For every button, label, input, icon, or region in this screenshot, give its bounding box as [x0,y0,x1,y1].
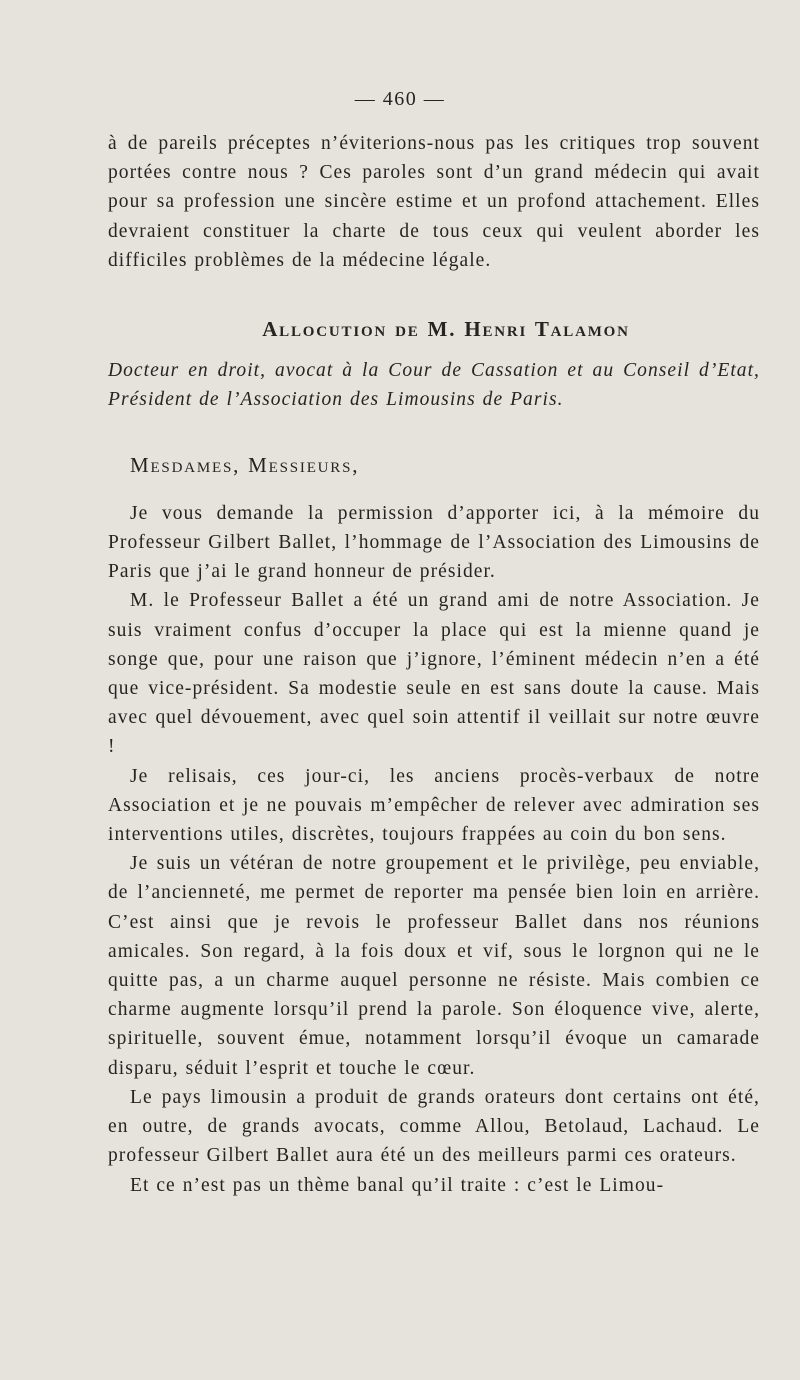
page-text [108,129,760,1200]
body-paragraph: Je vous demande la permission d’apporter ici, à la mémoire du Professeur Gilbert Ballet, l’hommage de l’Association des Limousins de Paris que j’ai le grand honneur de présider. [108,502,760,583]
salutation: Mesdames, Messieurs, [130,452,360,477]
body-paragraph: Le pays limousin a produit de grands orateurs dont certains ont été, en outre, de grands avocats, comme Allou, Betolaud, Lachaud. Le professeur Gilbert Ballet aura été un des meilleurs parmi ces orateurs. [108,1086,760,1167]
body-paragraph: Je suis un vétéran de notre groupement et le privilège, peu enviable, de l’ancienneté, me permet de reporter ma pensée bien loin en arrière. C’est ainsi que je revois le professeur Ballet dans nos réunions amicales. Son regard, à la fois doux et vif, sous le lorgnon qui ne le quitte pas, a un charme auquel personne ne résiste. Mais combien ce charme augmente lorsqu’il prend la parole. Son éloquence vive, alerte, spirituelle, souvent émue, notamment lorsqu’il évoque un camarade disparu, séduit l’esprit et touche le cœur. [108,853,760,1079]
page-number: — 460 — [354,88,446,110]
body-paragraph: M. le Professeur Ballet a été un grand ami de notre Association. Je suis vraiment confus d’occuper la place qui est la mienne quand je songe que, pour une raison que j’ignore, l’éminent médecin n’en a été que vice-président. Sa modestie seule en est sans doute la cause. Mais avec quel dévouement, avec quel soin attentif il veillait sur notre œuvre ! [108,590,760,758]
body-paragraph: Et ce n’est pas un thème banal qu’il traite : c’est le Limou- [130,1174,665,1196]
speaker-title: Docteur en droit, avocat à la Cour de Cassation et au Conseil d’Etat, Président de l’Association des Limousins de Paris. [108,360,760,411]
section-heading: Allocution de M. Henri Talamon [262,317,630,342]
opening-paragraph: à de pareils préceptes n’éviterions-nous pas les critiques trop souvent portées contre nous ? Ces paroles sont d’un grand médecin qui avait pour sa profession une sincère estime et un profond attachement. Elles devraient constituer la charte de tous ceux qui veulent aborder les difficiles problèmes de la médecine légale. [108,133,760,271]
body-paragraph: Je relisais, ces jour-ci, les anciens procès-verbaux de notre Association et je ne pouvais m’empêcher de relever avec admiration ses interventions utiles, discrètes, toujours frappées au coin du bon sens. [108,765,760,846]
